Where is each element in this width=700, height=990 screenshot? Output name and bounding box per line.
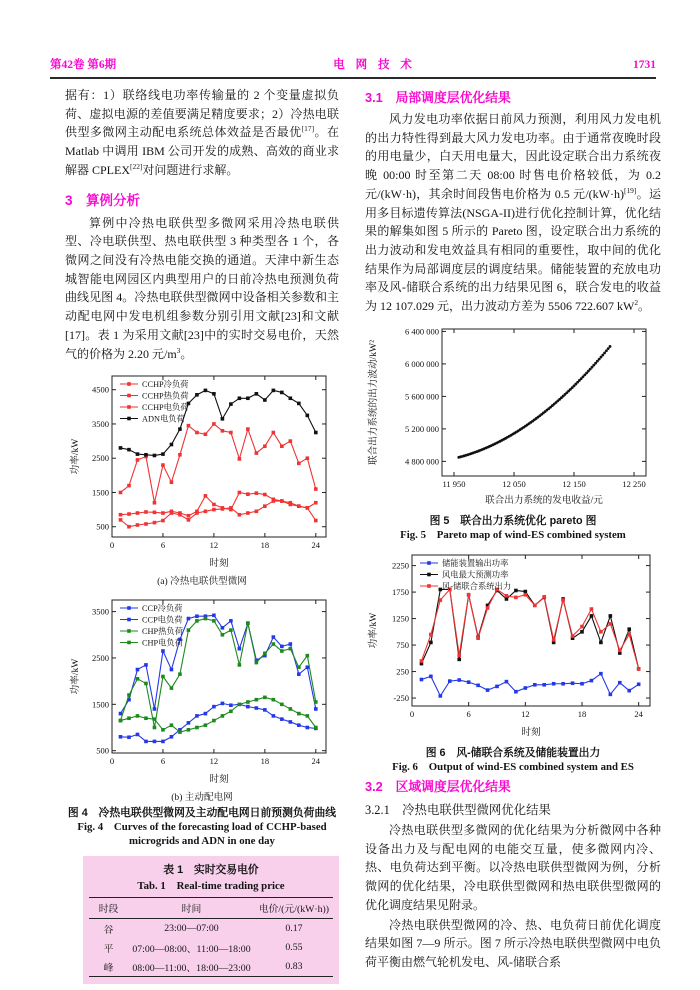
svg-text:6 000 000: 6 000 000 (405, 358, 439, 369)
svg-text:500: 500 (96, 746, 109, 757)
two-column-body (65, 86, 661, 984)
svg-text:18: 18 (577, 708, 587, 719)
svg-text:联合出力系统的出力波动/kW²: 联合出力系统的出力波动/kW² (368, 339, 379, 465)
fig4-caption-cn: 图 4 冷热电联供型微网及主动配电网日前预测负荷曲线 (67, 807, 337, 820)
fig5-scatter-chart (366, 322, 660, 506)
fig4a-line-chart (68, 369, 336, 569)
svg-text:CCHP冷负荷: CCHP冷负荷 (142, 380, 189, 390)
svg-text:风-储联合系统出力: 风-储联合系统出力 (442, 581, 512, 591)
fig5-caption-en: Fig. 5 Pareto map of wind-ES combined system (400, 528, 626, 541)
svg-text:24: 24 (311, 756, 321, 767)
fig4-caption-en: Fig. 4 Curves of the forecasting load of CCHP-based microgrids and ADN in one day (77, 821, 327, 848)
fig6-caption-en: Fig. 6 Output of wind-ES combined system and ES (392, 761, 634, 773)
table1-title-cn: 表 1 实时交易电价 (163, 864, 259, 877)
table-header-cell: 时间 (181, 904, 202, 916)
svg-text:6: 6 (160, 756, 166, 767)
svg-text:500: 500 (96, 522, 109, 533)
svg-text:CHP电负荷: CHP电负荷 (142, 638, 184, 648)
svg-text:功率/kW: 功率/kW (70, 658, 81, 695)
fig4b-subcaption: (b) 主动配电网 (171, 792, 233, 804)
page-number: 1731 (633, 59, 656, 71)
section-heading-3-1: 3.1 局部调度层优化结果 (365, 90, 511, 105)
journal-title: 电 网 技 术 (333, 59, 416, 71)
fig4a-subcaption: (a) 冷热电联供型微网 (157, 576, 247, 588)
svg-text:2500: 2500 (92, 453, 109, 464)
table-cell: 谷 (103, 924, 114, 936)
svg-text:风电最大预测功率: 风电最大预测功率 (442, 570, 509, 580)
svg-text:4500: 4500 (92, 385, 109, 396)
table1-header-row (89, 898, 333, 919)
svg-text:24: 24 (311, 540, 321, 551)
svg-text:12 250: 12 250 (622, 478, 646, 489)
right-column (365, 86, 661, 984)
svg-text:6: 6 (466, 708, 471, 719)
svg-text:CCHP电负荷: CCHP电负荷 (142, 403, 189, 413)
svg-text:750: 750 (396, 640, 409, 651)
svg-text:12 150: 12 150 (562, 478, 586, 489)
svg-text:12: 12 (209, 540, 219, 551)
svg-text:时刻: 时刻 (209, 774, 229, 786)
svg-text:24: 24 (634, 708, 643, 719)
section-heading-3: 3 算例分析 (65, 192, 141, 208)
figure-6 (365, 548, 661, 743)
figure-4b (65, 593, 339, 790)
svg-text:4 800 000: 4 800 000 (405, 456, 439, 467)
svg-text:功率/kW: 功率/kW (70, 438, 81, 475)
svg-text:时刻: 时刻 (209, 558, 229, 570)
table-1-block (83, 856, 339, 984)
svg-text:CCP冷负荷: CCP冷负荷 (142, 604, 183, 614)
table-cell: 0.55 (285, 942, 303, 954)
svg-text:1250: 1250 (392, 613, 409, 624)
svg-text:5 600 000: 5 600 000 (405, 391, 439, 402)
svg-text:6 400 000: 6 400 000 (405, 326, 439, 337)
table1-body (89, 919, 333, 977)
svg-text:12 050: 12 050 (502, 478, 526, 489)
svg-text:2500: 2500 (92, 653, 109, 664)
table-cell: 峰 (103, 962, 114, 974)
svg-text:6: 6 (160, 540, 166, 551)
left-column (65, 86, 339, 984)
svg-text:-250: -250 (393, 693, 409, 704)
table-cell: 0.83 (285, 961, 303, 973)
svg-text:3500: 3500 (92, 606, 109, 617)
fig6-caption-cn: 图 6 风-储联合系统及储能装置出力 (425, 746, 601, 759)
paragraph-continuation: 据有：1）联络线电功率传输量的 2 个变量虚拟负荷、虚拟电源的差值要满足精度要求；2）冷热电联供型多微网主动配电系统总体效益是否最优[17]。在 Matlab 中调用 IBM 公司开发的成熟、高效的商业求解器 CPLEX[22]对问题进行求解。 (65, 88, 339, 177)
svg-text:功率/kW: 功率/kW (368, 612, 379, 649)
svg-text:0: 0 (109, 540, 115, 551)
figure-4a (65, 369, 339, 574)
svg-text:0: 0 (409, 708, 415, 719)
table-row (89, 957, 333, 977)
svg-text:储能装置输出功率: 储能装置输出功率 (442, 558, 509, 568)
fig6-line-chart (366, 548, 660, 738)
table-header-cell: 时段 (98, 904, 119, 916)
svg-text:11 950: 11 950 (442, 478, 466, 489)
svg-text:1750: 1750 (392, 587, 409, 598)
table-cell: 0.17 (285, 923, 303, 935)
paragraph-case-study: 算例中冷热电联供型多微网采用冷热电联供型、冷电联供型、热电联供型 3 种类型各 1 个，各微网之间没有冷热电能交换的通道。天津中新生态城智能电网园区内典型用户的日前冷热电预测负荷曲线见图 4。冷热电联供型微网中设备相关参数和主动配电网中发电机组参数分别引用文献[23]和文献[17]。表 1 为采用文献[23]中的实时交易电价，天然气的价格为 2.20 元$/m^3$。 (65, 215, 339, 361)
svg-text:18: 18 (260, 540, 270, 551)
svg-text:1500: 1500 (92, 699, 109, 710)
svg-text:12: 12 (209, 756, 219, 767)
svg-text:CCHP热负荷: CCHP热负荷 (142, 391, 189, 401)
fig4b-line-chart (68, 593, 336, 785)
table-cell: 23:00—07:00 (164, 923, 219, 935)
svg-text:2250: 2250 (392, 560, 409, 571)
svg-text:时刻: 时刻 (521, 726, 541, 738)
svg-text:0: 0 (109, 756, 115, 767)
table1-title-en: Tab. 1 Real-time trading price (137, 880, 285, 893)
svg-text:3500: 3500 (92, 419, 109, 430)
svg-text:CCP电负荷: CCP电负荷 (142, 615, 183, 625)
svg-text:250: 250 (396, 666, 409, 677)
svg-text:12: 12 (521, 708, 530, 719)
svg-text:18: 18 (260, 756, 270, 767)
table-row (89, 938, 333, 957)
section-heading-3-2: 3.2 区域调度层优化结果 (365, 779, 511, 795)
svg-text:CHP热负荷: CHP热负荷 (142, 627, 184, 637)
paragraph-regional-result: 冷热电联供型多微网的优化结果为分析微网中各种设备出力及与配电网的电能交互量，使多微网内冷、热、电负荷达到平衡。以冷热电联供型微网为例，分析微网的优化结果，冷电联供型微网和热电联供型微网的优化调度结果见附录。 (365, 823, 661, 912)
table-header-cell: 电价/(元/(kW·h)) (258, 904, 330, 916)
table-cell: 08:00—11:00、18:00—23:00 (132, 962, 251, 974)
table-cell: 平 (103, 943, 114, 955)
figure-5 (365, 322, 661, 511)
table-cell: 07:00—08:00、11:00—18:00 (132, 943, 251, 955)
table-row (89, 919, 333, 939)
paragraph-local-dispatch: 风力发电功率依据日前风力预测，利用风力发电机的出力特性得到最大风力发电功率。由于通常夜晚时段的用电量少，白天用电量大，因此设定联合出力系统夜晚 00:00 时至第二天 08:00 时售电价格较低，为 0.2 元/(kW·h)，其余时间段售电价格为 0.5 元/(kW·h)[19]。运用多目标遗传算法(NSGA-II)进行优化控制计算，优化结果的解集如图 5 所示的 Pareto 图，设定联合出力系统的出力波动和发电效益具有相同的重要性，取中间的优化结果作为局部调度层的调度结果。储能装置的充放电功率及风-储联合系统的出力结果见图 6，联合发电的收益为 12 107.029 元，出力波动方差为 5506 722.607 $kW^2$。 (365, 112, 661, 314)
svg-text:5 200 000: 5 200 000 (405, 423, 439, 434)
svg-text:ADN电负荷: ADN电负荷 (142, 414, 185, 424)
paragraph-fig7-intro: 冷热电联供型微网的冷、热、电负荷日前优化调度结果如图 7—9 所示。图 7 所示冷热电联供型微网中电负荷平衡由燃气轮机发电、风-储联合系 (365, 917, 661, 970)
svg-text:1500: 1500 (92, 487, 109, 498)
svg-text:联合出力系统的发电收益/元: 联合出力系统的发电收益/元 (485, 494, 603, 506)
page-header (50, 56, 656, 79)
fig5-caption-cn: 图 5 联合出力系统优化 pareto 图 (429, 514, 597, 527)
table1 (89, 897, 333, 977)
section-heading-3-2-1: 3.2.1 冷热电联供型微网优化结果 (365, 803, 551, 818)
journal-issue: 第42卷 第6期 (50, 59, 117, 71)
